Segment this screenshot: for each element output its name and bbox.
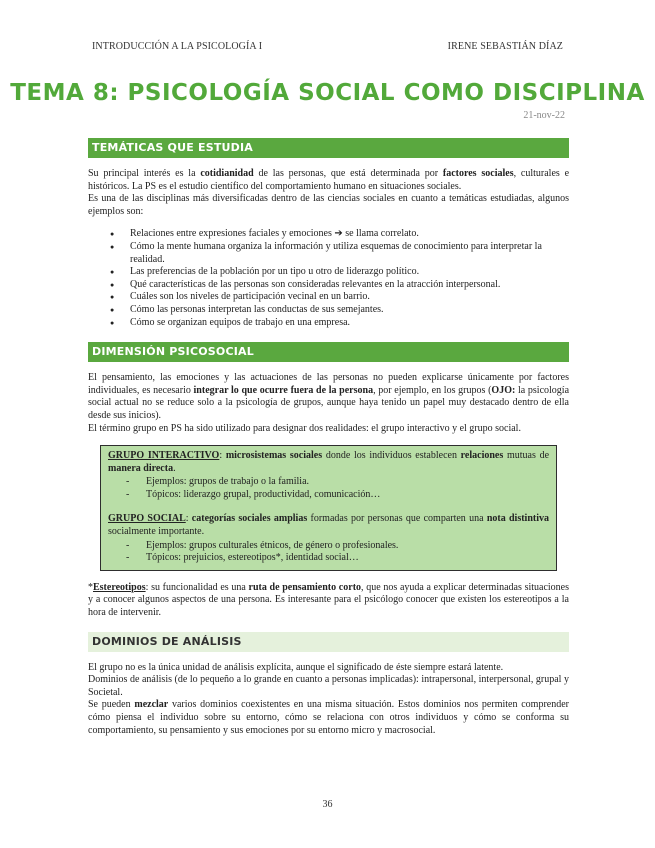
group-types-box <box>100 445 557 571</box>
section-heading-dimension: DIMENSIÓN PSICOSOCIAL <box>88 342 569 362</box>
page-number: 36 <box>322 799 333 810</box>
topics-list <box>88 228 569 329</box>
group-social: GRUPO SOCIAL: categorías sociales amplias formadas por personas que comparten una nota distintiva socialmente importante. <box>108 513 549 538</box>
list-item: ● Cómo la mente humana organiza la información y utiliza esquemas de conocimiento para interpretar la realidad. <box>88 241 569 266</box>
list-item: - Ejemplos: grupos de trabajo o la familia. <box>108 476 549 489</box>
header-author: IRENE SEBASTIÁN DÍAZ <box>447 41 563 52</box>
list-item: ● Relaciones entre expresiones faciales y emociones ➔ se llama correlato. <box>88 228 569 241</box>
paragraph: El pensamiento, las emociones y las actuaciones de las personas no pueden explicarse únicamente por factores individuales, es necesario integrar lo que ocurre fuera de la persona, por ejemplo, en los grupos (OJO: la psicología social actual no se reduce solo a la psicología de grupos, aunque haya tenido un papel muy destacado dentro de ella desde sus inicios). <box>88 372 570 421</box>
list-item: - Tópicos: liderazgo grupal, productividad, comunicación… <box>108 489 549 502</box>
stereotypes-note: *Estereotipos: su funcionalidad es una ruta de pensamiento corto, que nos ayuda a explicar determinadas situaciones y a conocer algunos aspectos de una persona. Es interesante para el psicólogo conocer que existen los estereotipos a la hora de intervenir. <box>88 581 570 619</box>
paragraph: El término grupo en PS ha sido utilizado para designar dos realidades: el grupo interactivo y el grupo social. <box>88 422 521 434</box>
group-interactivo: GRUPO INTERACTIVO: microsistemas sociales donde los individuos establecen relaciones mutuas de manera directa. <box>108 450 550 474</box>
list-item: ● Cómo se organizan equipos de trabajo en una empresa. <box>88 317 569 330</box>
page-title: TEMA 8: PSICOLOGÍA SOCIAL COMO DISCIPLINA <box>10 80 645 106</box>
section-heading-dominios: DOMINIOS DE ANÁLISIS <box>88 632 569 652</box>
paragraph: Su principal interés es la cotidianidad de las personas, que está determinada por factores sociales, culturales e históricos. La PS es el estudio científico del comportamiento humano en situaciones sociales. <box>88 168 570 192</box>
paragraph: Es una de las disciplinas más diversificadas dentro de las ciencias sociales en cuanto a temáticas estudiadas, algunos ejemplos son: <box>88 193 569 217</box>
paragraph: Dominios de análisis (de lo pequeño a lo grande en cuanto a personas implicadas): intrapersonal, interpersonal, grupal y Societal. <box>88 674 569 698</box>
header-course: INTRODUCCIÓN A LA PSICOLOGÍA I <box>92 41 263 52</box>
paragraph: Se pueden mezclar varios dominios coexistentes en una misma situación. Estos dominios nos permiten comprender cómo piensa el individuo sobre su entorno, cómo se relaciona con otros individuos y cómo se conforma su comportamiento, su pensamiento y sus emociones por su entorno micro y macrosocial. <box>88 699 569 736</box>
list-item: - Tópicos: prejuicios, estereotipos*, identidad social… <box>108 552 549 565</box>
section-heading-tematicas: TEMÁTICAS QUE ESTUDIA <box>88 138 569 158</box>
interactivo-list <box>108 476 549 501</box>
social-list <box>108 540 549 565</box>
list-item: ● Qué características de las personas son consideradas relevantes en la atracción interpersonal. <box>88 279 569 292</box>
list-item: - Ejemplos: grupos culturales étnicos, de género o profesionales. <box>108 540 549 553</box>
date-label: 21-nov-22 <box>523 110 565 121</box>
list-item: ● Las preferencias de la población por un tipo u otro de liderazgo político. <box>88 266 569 279</box>
list-item: ● Cuáles son los niveles de participación vecinal en un barrio. <box>88 291 569 304</box>
list-item: ● Cómo las personas interpretan las conductas de sus semejantes. <box>88 304 569 317</box>
content <box>88 138 569 737</box>
paragraph: El grupo no es la única unidad de análisis explícita, aunque el significado de éste siempre estará latente. <box>88 661 504 673</box>
